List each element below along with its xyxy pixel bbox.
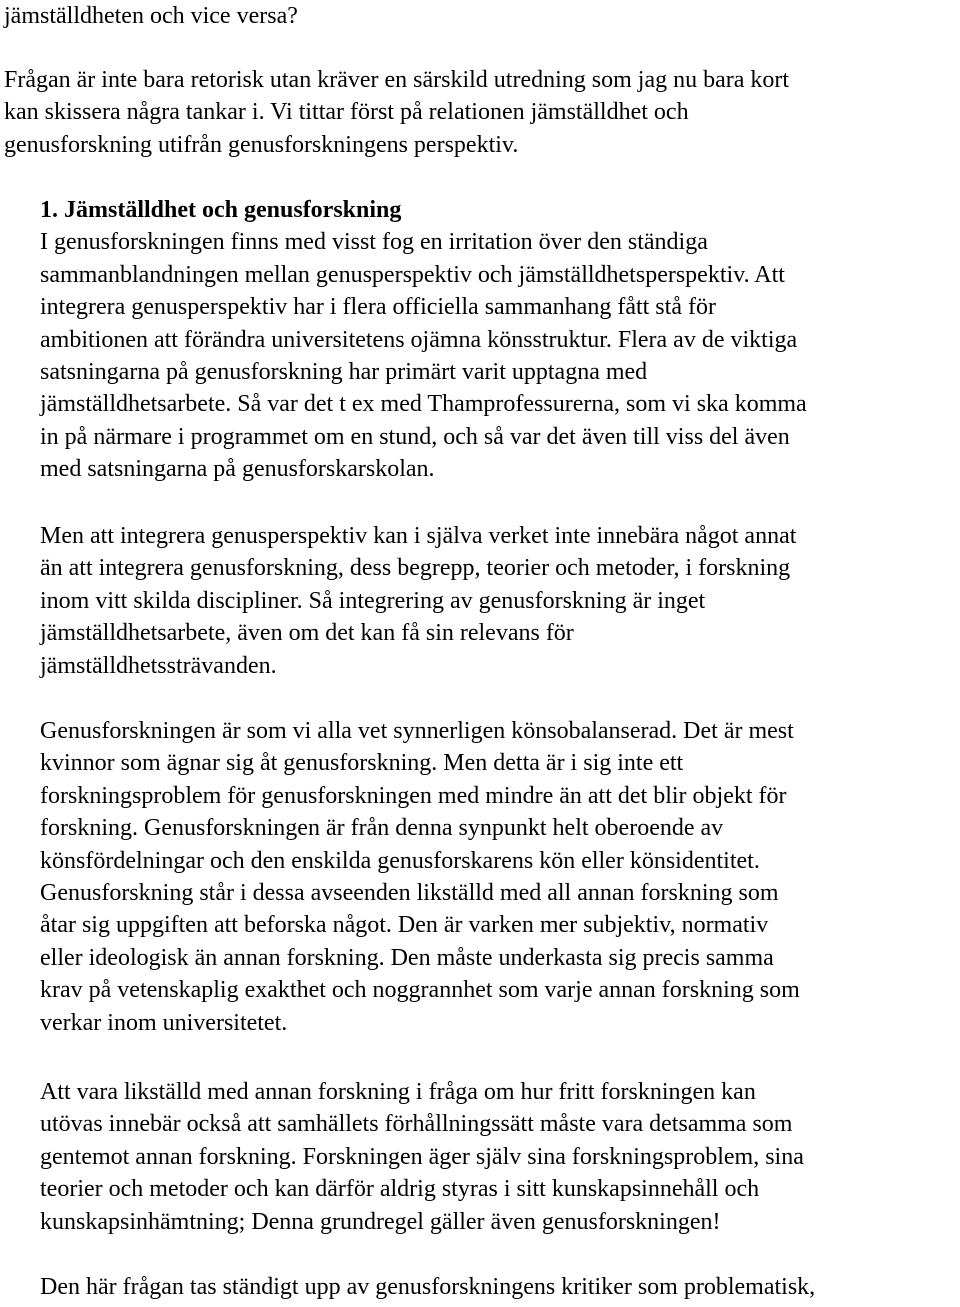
text-line: forskning. Genusforskningen är från denna synpunkt helt oberoende av [40,815,724,842]
text-line: jämställdhetssträvanden. [40,652,277,679]
text-line: Genusforskningen är som vi alla vet synnerligen könsobalanserad. Det är mest [40,718,794,744]
text-line: jämställdhetsarbete. Så var det t ex med Thamprofessurerna, som vi ska komma [40,391,807,418]
text-line: med satsningarna på genusforskarskolan. [40,456,435,483]
text-line: teorier och metoder och kan därför aldrig styras i sitt kunskapsinnehåll och [40,1176,760,1203]
paragraph-4 [40,1076,804,1238]
text-line: integrera genusperspektiv har i flera officiella sammanhang fått stå för [40,294,716,321]
text-line: gentemot annan forskning. Forskningen äger själv sina forskningsproblem, sina [40,1143,804,1170]
text-line: kvinnor som ägnar sig åt genusforskning. Men detta är i sig inte ett [40,750,684,777]
text-line: kan skissera några tankar i. Vi tittar först på relationen jämställdhet och [4,99,689,126]
text-line: in på närmare i programmet om en stund, och så var det även till viss del även [40,423,790,450]
text-line: könsfördelningar och den enskilda genusforskarens kön eller könsidentitet. [40,847,760,874]
text-line: Men att integrera genusperspektiv kan i själva verket inte innebära något annat [40,523,797,549]
section-1 [40,194,807,486]
top-fragment-paragraph [4,0,298,32]
text-line: åtar sig uppgiften att beforska något. Den är varken mer subjektiv, normativ [40,912,769,939]
text-line: I genusforskningen finns med visst fog en irritation över den ständiga [40,229,708,256]
paragraph-2 [40,520,796,682]
paragraph-3 [40,715,800,1039]
intro-paragraph [4,64,789,161]
text-line: inom vitt skilda discipliner. Så integrering av genusforskning är inget [40,587,706,614]
text-line: eller ideologisk än annan forskning. Den måste underkasta sig precis samma [40,944,774,971]
text-line: jämställdhetsarbete, även om det kan få sin relevans för [40,620,574,647]
text-line: än att integrera genusforskning, dess begrepp, teorier och metoder, i forskning [40,555,791,582]
paragraph-5 [40,1271,815,1303]
text-line: utövas innebär också att samhällets förhållningssätt måste vara detsamma som [40,1111,793,1138]
text-line: kunskapsinhämtning; Denna grundregel gäller även genusforskningen! [40,1208,721,1235]
text-line: jämställdheten och vice versa? [4,3,298,29]
text-line: Frågan är inte bara retorisk utan kräver en särskild utredning som jag nu bara kort [4,67,790,93]
text-line: verkar inom universitetet. [40,1009,288,1036]
text-line: Den här frågan tas ständigt upp av genusforskningens kritiker som problematisk, [40,1274,816,1300]
section-heading: 1. Jämställdhet och genusforskning [40,197,402,223]
text-line: krav på vetenskaplig exakthet och noggrannhet som varje annan forskning som [40,977,800,1004]
text-line: ambitionen att förändra universitetens ojämna könsstruktur. Flera av de viktiga [40,326,798,353]
text-line: sammanblandningen mellan genusperspektiv och jämställdhetsperspektiv. Att [40,261,785,288]
text-line: genusforskning utifrån genusforskningens perspektiv. [4,131,519,158]
text-line: forskningsproblem för genusforskningen med mindre än att det blir objekt för [40,782,787,809]
text-line: Att vara likställd med annan forskning i fråga om hur fritt forskningen kan [40,1079,756,1105]
text-line: satsningarna på genusforskning har primärt varit upptagna med [40,359,648,386]
text-line: Genusforskning står i dessa avseenden likställd med all annan forskning som [40,880,779,907]
